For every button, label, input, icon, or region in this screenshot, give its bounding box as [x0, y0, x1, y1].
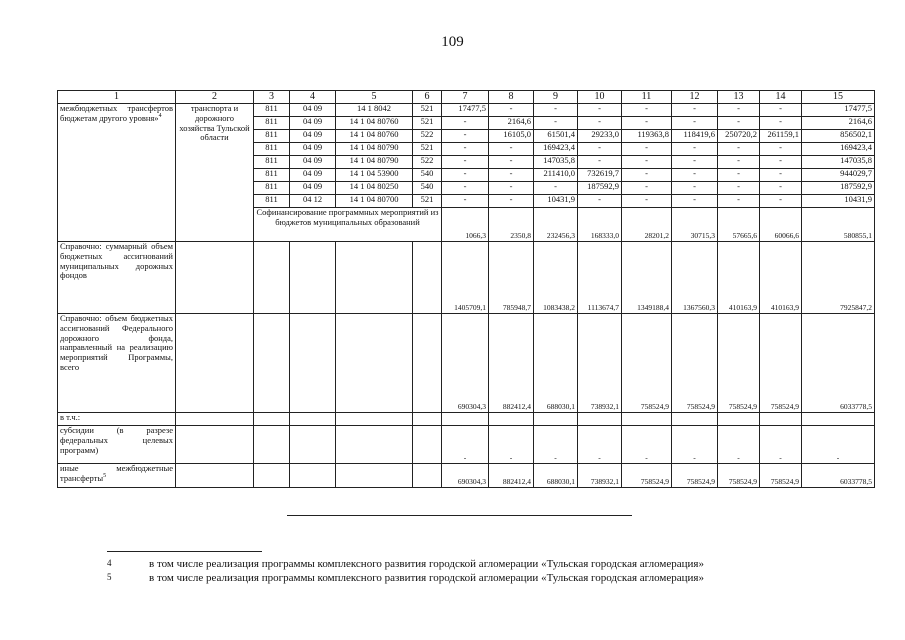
table-cell: -: [578, 195, 622, 208]
empty-cell: [336, 464, 413, 488]
table-cell: 410163,9: [760, 242, 802, 314]
footnote-ref: 5: [103, 472, 107, 479]
table-cell: 688030,1: [534, 314, 578, 413]
table-cell: 30715,3: [672, 208, 718, 242]
table-cell: 04 09: [290, 117, 336, 130]
table-cell: 690304,3: [442, 464, 489, 488]
table-cell: 1405709,1: [442, 242, 489, 314]
table-cell: 04 12: [290, 195, 336, 208]
table-cell: 1083438,2: [534, 242, 578, 314]
table-cell: -: [760, 156, 802, 169]
table-cell: 882412,4: [489, 464, 534, 488]
table-cell: 60066,6: [760, 208, 802, 242]
empty-cell: [336, 426, 413, 464]
empty-cell: [622, 413, 672, 426]
table-cell: 811: [254, 156, 290, 169]
empty-cell: [176, 464, 254, 488]
table-cell: -: [760, 117, 802, 130]
empty-cell: [176, 413, 254, 426]
table-cell: 738932,1: [578, 314, 622, 413]
header-row: [58, 91, 875, 104]
table-cell: -: [802, 426, 875, 464]
subsidies-label: [58, 426, 176, 464]
table-cell: 811: [254, 130, 290, 143]
table-cell: 521: [413, 143, 442, 156]
table-cell: 521: [413, 104, 442, 117]
empty-cell: [290, 413, 336, 426]
empty-cell: [489, 413, 534, 426]
footnote-rule: [107, 551, 262, 552]
column-header: 15: [802, 91, 875, 104]
table-cell: -: [578, 104, 622, 117]
table-cell: 250720,2: [718, 130, 760, 143]
table-cell: -: [578, 156, 622, 169]
empty-cell: [176, 314, 254, 413]
table-cell: 1349188,4: [622, 242, 672, 314]
table-row: [58, 314, 875, 413]
table-cell: 540: [413, 182, 442, 195]
table-cell: 14 1 04 80700: [336, 195, 413, 208]
including-text: в т.ч.:: [60, 412, 81, 422]
table-cell: 04 09: [290, 182, 336, 195]
table-cell: -: [672, 426, 718, 464]
table-cell: -: [672, 104, 718, 117]
footnote-text: в том числе реализация программы комплексного развития городской агломерации «Тульская городская агломерация»: [149, 572, 704, 584]
table-cell: -: [489, 195, 534, 208]
table-cell: 14 1 04 80790: [336, 143, 413, 156]
table-cell: -: [622, 182, 672, 195]
table-cell: -: [760, 426, 802, 464]
column-header: 10: [578, 91, 622, 104]
footnote-ref: 4: [158, 112, 162, 119]
empty-cell: [254, 314, 290, 413]
other_transfers-label: [58, 464, 176, 488]
table-cell: 738932,1: [578, 464, 622, 488]
column-header: 11: [622, 91, 672, 104]
table-cell: 187592,9: [802, 182, 875, 195]
table-cell: -: [672, 117, 718, 130]
empty-cell: [413, 426, 442, 464]
table-cell: -: [672, 182, 718, 195]
table-cell: -: [622, 117, 672, 130]
cofinancing-label: Софинансирование программных мероприятий из бюджетов муниципальных образований: [254, 208, 442, 242]
table-cell: 758524,9: [718, 314, 760, 413]
table-cell: 580855,1: [802, 208, 875, 242]
table-cell: 232456,3: [534, 208, 578, 242]
table-cell: 1066,3: [442, 208, 489, 242]
table-cell: -: [672, 156, 718, 169]
table-cell: 882412,4: [489, 314, 534, 413]
table-cell: 521: [413, 195, 442, 208]
empty-cell: [672, 413, 718, 426]
table-cell: 2350,8: [489, 208, 534, 242]
table-cell: 1367560,3: [672, 242, 718, 314]
empty-cell: [413, 314, 442, 413]
table-cell: 1113674,7: [578, 242, 622, 314]
table-cell: -: [442, 426, 489, 464]
table-row: [58, 242, 875, 314]
table-cell: 811: [254, 195, 290, 208]
table-cell: 856502,1: [802, 130, 875, 143]
empty-cell: [413, 242, 442, 314]
table-cell: 29233,0: [578, 130, 622, 143]
table-cell: 811: [254, 169, 290, 182]
table-cell: -: [718, 117, 760, 130]
table-cell: 16105,0: [489, 130, 534, 143]
table-cell: 688030,1: [534, 464, 578, 488]
empty-cell: [254, 464, 290, 488]
column-header: 4: [290, 91, 336, 104]
table-cell: 169423,4: [534, 143, 578, 156]
table-cell: 732619,7: [578, 169, 622, 182]
empty-cell: [290, 464, 336, 488]
table-cell: -: [489, 104, 534, 117]
column-header: 12: [672, 91, 718, 104]
table-cell: -: [718, 104, 760, 117]
table-cell: 57665,6: [718, 208, 760, 242]
table-cell: -: [672, 143, 718, 156]
program-name: межбюджетных трансфертов бюджетам другого уровня»: [60, 103, 173, 123]
table-cell: -: [718, 143, 760, 156]
table-cell: 6033778,5: [802, 314, 875, 413]
table-row: [58, 426, 875, 464]
table-cell: -: [534, 104, 578, 117]
table-cell: -: [442, 195, 489, 208]
table-cell: 118419,6: [672, 130, 718, 143]
table-cell: 2164,6: [489, 117, 534, 130]
including-label: [58, 413, 176, 426]
page-number: 109: [441, 34, 464, 50]
table-cell: -: [578, 143, 622, 156]
empty-cell: [254, 413, 290, 426]
table-cell: -: [760, 182, 802, 195]
table-cell: -: [760, 143, 802, 156]
empty-cell: [802, 413, 875, 426]
table-cell: 17477,5: [442, 104, 489, 117]
table-cell: 522: [413, 156, 442, 169]
empty-cell: [254, 242, 290, 314]
ref_federal-label: [58, 314, 176, 413]
table-cell: -: [760, 104, 802, 117]
table-cell: 758524,9: [718, 464, 760, 488]
table-row: [58, 413, 875, 426]
table-cell: -: [442, 143, 489, 156]
table-cell: -: [622, 426, 672, 464]
table-end-rule: [287, 515, 632, 516]
footnote-4: [107, 558, 704, 570]
table-cell: 17477,5: [802, 104, 875, 117]
recipient-cell: транспорта и дорожного хозяйства Тульской области: [176, 104, 254, 242]
table-cell: 147035,8: [534, 156, 578, 169]
table-cell: 410163,9: [718, 242, 760, 314]
empty-cell: [254, 426, 290, 464]
table-cell: -: [718, 195, 760, 208]
column-header: 8: [489, 91, 534, 104]
program-name-cell: [58, 104, 176, 242]
empty-cell: [413, 413, 442, 426]
table-cell: 14 1 8042: [336, 104, 413, 117]
table-cell: 10431,9: [534, 195, 578, 208]
empty-cell: [534, 413, 578, 426]
table-row: [58, 104, 875, 117]
table-cell: 811: [254, 104, 290, 117]
table-cell: 04 09: [290, 143, 336, 156]
table-cell: 522: [413, 130, 442, 143]
footnote-mark: 4: [107, 558, 112, 568]
empty-cell: [413, 464, 442, 488]
column-header: 1: [58, 91, 176, 104]
empty-cell: [176, 242, 254, 314]
table-cell: 811: [254, 117, 290, 130]
empty-cell: [442, 413, 489, 426]
table-cell: -: [578, 426, 622, 464]
column-header: 14: [760, 91, 802, 104]
table-cell: -: [534, 426, 578, 464]
empty-cell: [718, 413, 760, 426]
empty-cell: [578, 413, 622, 426]
table-cell: -: [622, 156, 672, 169]
table-cell: 785948,7: [489, 242, 534, 314]
table-cell: -: [718, 156, 760, 169]
table-cell: -: [760, 195, 802, 208]
table-cell: -: [534, 182, 578, 195]
table-cell: 10431,9: [802, 195, 875, 208]
column-header: 6: [413, 91, 442, 104]
table-cell: 811: [254, 143, 290, 156]
table-cell: 7925847,2: [802, 242, 875, 314]
table-cell: -: [442, 182, 489, 195]
empty-cell: [290, 426, 336, 464]
table-cell: 758524,9: [622, 314, 672, 413]
table-cell: -: [718, 169, 760, 182]
table-cell: 811: [254, 182, 290, 195]
table-cell: -: [578, 117, 622, 130]
table-cell: 147035,8: [802, 156, 875, 169]
table-cell: 14 1 04 53900: [336, 169, 413, 182]
column-header: 9: [534, 91, 578, 104]
table-cell: -: [442, 130, 489, 143]
table-cell: 944029,7: [802, 169, 875, 182]
table-cell: -: [442, 169, 489, 182]
ref_roads-text: Справочно: суммарный объем бюджетных ассигнований муниципальных дорожных фондов: [60, 241, 173, 281]
table-cell: 28201,2: [622, 208, 672, 242]
table-cell: 04 09: [290, 156, 336, 169]
table-cell: 04 09: [290, 169, 336, 182]
footnote-text: в том числе реализация программы комплексного развития городской агломерации «Тульская городская агломерация»: [149, 558, 704, 570]
table-cell: -: [534, 117, 578, 130]
table-cell: 61501,4: [534, 130, 578, 143]
table-cell: 758524,9: [672, 314, 718, 413]
table-cell: -: [760, 169, 802, 182]
column-header: 2: [176, 91, 254, 104]
column-header: 7: [442, 91, 489, 104]
table-cell: 119363,8: [622, 130, 672, 143]
table-cell: 169423,4: [802, 143, 875, 156]
table-cell: 758524,9: [760, 464, 802, 488]
table-cell: 187592,9: [578, 182, 622, 195]
table-cell: -: [489, 169, 534, 182]
footnote-mark: 5: [107, 572, 112, 582]
empty-cell: [336, 242, 413, 314]
table-cell: 261159,1: [760, 130, 802, 143]
empty-cell: [760, 413, 802, 426]
table-cell: -: [489, 426, 534, 464]
table-cell: 168333,0: [578, 208, 622, 242]
table-cell: -: [672, 169, 718, 182]
budget-table: [57, 90, 875, 488]
column-header: 5: [336, 91, 413, 104]
empty-cell: [176, 426, 254, 464]
table-cell: 04 09: [290, 104, 336, 117]
table-cell: 04 09: [290, 130, 336, 143]
column-header: 13: [718, 91, 760, 104]
empty-cell: [290, 242, 336, 314]
subsidies-text: субсидии (в разрезе федеральных целевых программ): [60, 425, 173, 455]
table-cell: 14 1 04 80760: [336, 130, 413, 143]
table-cell: -: [622, 104, 672, 117]
ref_federal-text: Справочно: объем бюджетных ассигнований Федерального дорожного фонда, направленный на реализацию мероприятий Программы, всего: [60, 313, 173, 372]
table-cell: 6033778,5: [802, 464, 875, 488]
other_transfers-text: иные межбюджетные трансферты: [60, 463, 173, 483]
table-cell: -: [672, 195, 718, 208]
table-cell: 14 1 04 80760: [336, 117, 413, 130]
table-cell: -: [718, 426, 760, 464]
table-cell: -: [622, 143, 672, 156]
table-cell: 211410,0: [534, 169, 578, 182]
table-cell: 540: [413, 169, 442, 182]
table-row: [58, 464, 875, 488]
table-cell: -: [489, 182, 534, 195]
table-cell: -: [622, 169, 672, 182]
table-cell: 2164,6: [802, 117, 875, 130]
table-cell: -: [489, 156, 534, 169]
table-cell: -: [622, 195, 672, 208]
table-cell: -: [718, 182, 760, 195]
table-cell: 14 1 04 80790: [336, 156, 413, 169]
footnote-5: [107, 572, 704, 584]
empty-cell: [336, 314, 413, 413]
empty-cell: [290, 314, 336, 413]
empty-cell: [336, 413, 413, 426]
table-cell: 690304,3: [442, 314, 489, 413]
table-cell: 758524,9: [760, 314, 802, 413]
table-cell: 758524,9: [622, 464, 672, 488]
table-cell: -: [489, 143, 534, 156]
table-cell: -: [442, 156, 489, 169]
ref_roads-label: [58, 242, 176, 314]
table-cell: 521: [413, 117, 442, 130]
table-cell: 758524,9: [672, 464, 718, 488]
column-header: 3: [254, 91, 290, 104]
table-cell: 14 1 04 80250: [336, 182, 413, 195]
table-cell: -: [442, 117, 489, 130]
